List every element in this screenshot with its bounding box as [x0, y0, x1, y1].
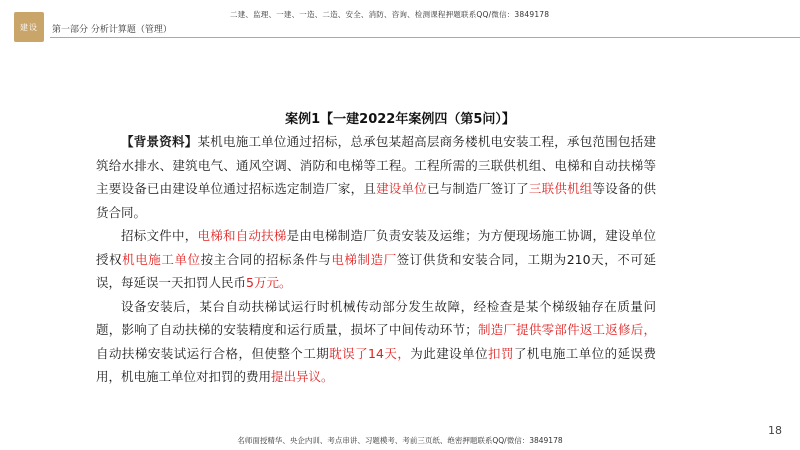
header-divider: [50, 37, 800, 38]
highlight-text: 机电施工单位: [122, 251, 201, 267]
background-label: 【背景资料】: [121, 134, 198, 149]
contact-note-bottom: 名师面授精华、央企内训、考点串讲、习题模考、考前三页纸、绝密押题联系QQ/微信：3849178: [237, 436, 563, 445]
text-span: 签订供货和安装合同，工期为210天，不可延误，每延误一天扣罚人民币: [96, 251, 656, 290]
text-span: 某机电施工单位通过招标，总承包某超高层商务楼机电安装工程，承包范围包括建筑给水排水、建筑电气、通风空调、消防和电梯等工程。工程所需的三联供机组、电梯和自动扶梯等主要设备已由建设单位通过招标选定制造厂家，且: [96, 134, 656, 196]
paragraph-tender: [96, 224, 656, 295]
paragraph-incident: [96, 295, 656, 389]
text-span: 了机电施工单位的延误费用，机电施工单位对扣罚的费用: [96, 345, 656, 384]
text-span: 为此建设单位: [410, 345, 489, 361]
text-span: 已与制造厂签订了: [427, 181, 529, 196]
case-body: [96, 130, 656, 389]
section-title: 第一部分 分析计算题（管理）: [52, 25, 172, 35]
highlight-text: 提出异议。: [271, 369, 334, 384]
highlight-text: 耽误了14天，: [329, 345, 411, 361]
highlight-text: 电梯和自动扶梯: [197, 228, 287, 243]
contact-note-top: 二建、监理、一建、一造、二造、安全、消防、咨询、检测课程押题联系QQ/微信：3849178: [230, 10, 550, 19]
text-span: 是由电梯制造厂负责安装及运维；为方便现场施工协调，建设单位授权: [96, 228, 656, 267]
page-number: 18: [768, 424, 782, 437]
text-span: 自动扶梯安装试运行合格，但使整个工期: [96, 345, 330, 361]
highlight-text: 扣罚: [488, 345, 514, 361]
text-span: 按主合同的招标条件与: [200, 251, 332, 267]
highlight-text: 5万元。: [246, 275, 292, 290]
paragraph-background: [96, 130, 656, 224]
highlight-text: 制造厂提供零部件返工返修后，: [477, 322, 656, 337]
page-header: [0, 0, 800, 40]
case-title: 案例1【一建2022年案例四（第5问）】: [285, 112, 515, 127]
text-span: 招标文件中，: [121, 228, 198, 243]
logo-text: 建设: [20, 22, 38, 32]
highlight-text: 电梯制造厂: [331, 251, 397, 267]
highlight-text: 建设单位: [376, 181, 428, 196]
text-span: 等设备的供货合同。: [96, 181, 656, 220]
highlight-text: 三联供机组: [528, 181, 593, 196]
text-span: 设备安装后，某台自动扶梯试运行时机械传动部分发生故障，经检查是某个梯级轴存在质量问题，影响了自动扶梯的安装精度和运行质量，损坏了中间传动环节；: [96, 298, 656, 337]
logo: [14, 12, 44, 42]
